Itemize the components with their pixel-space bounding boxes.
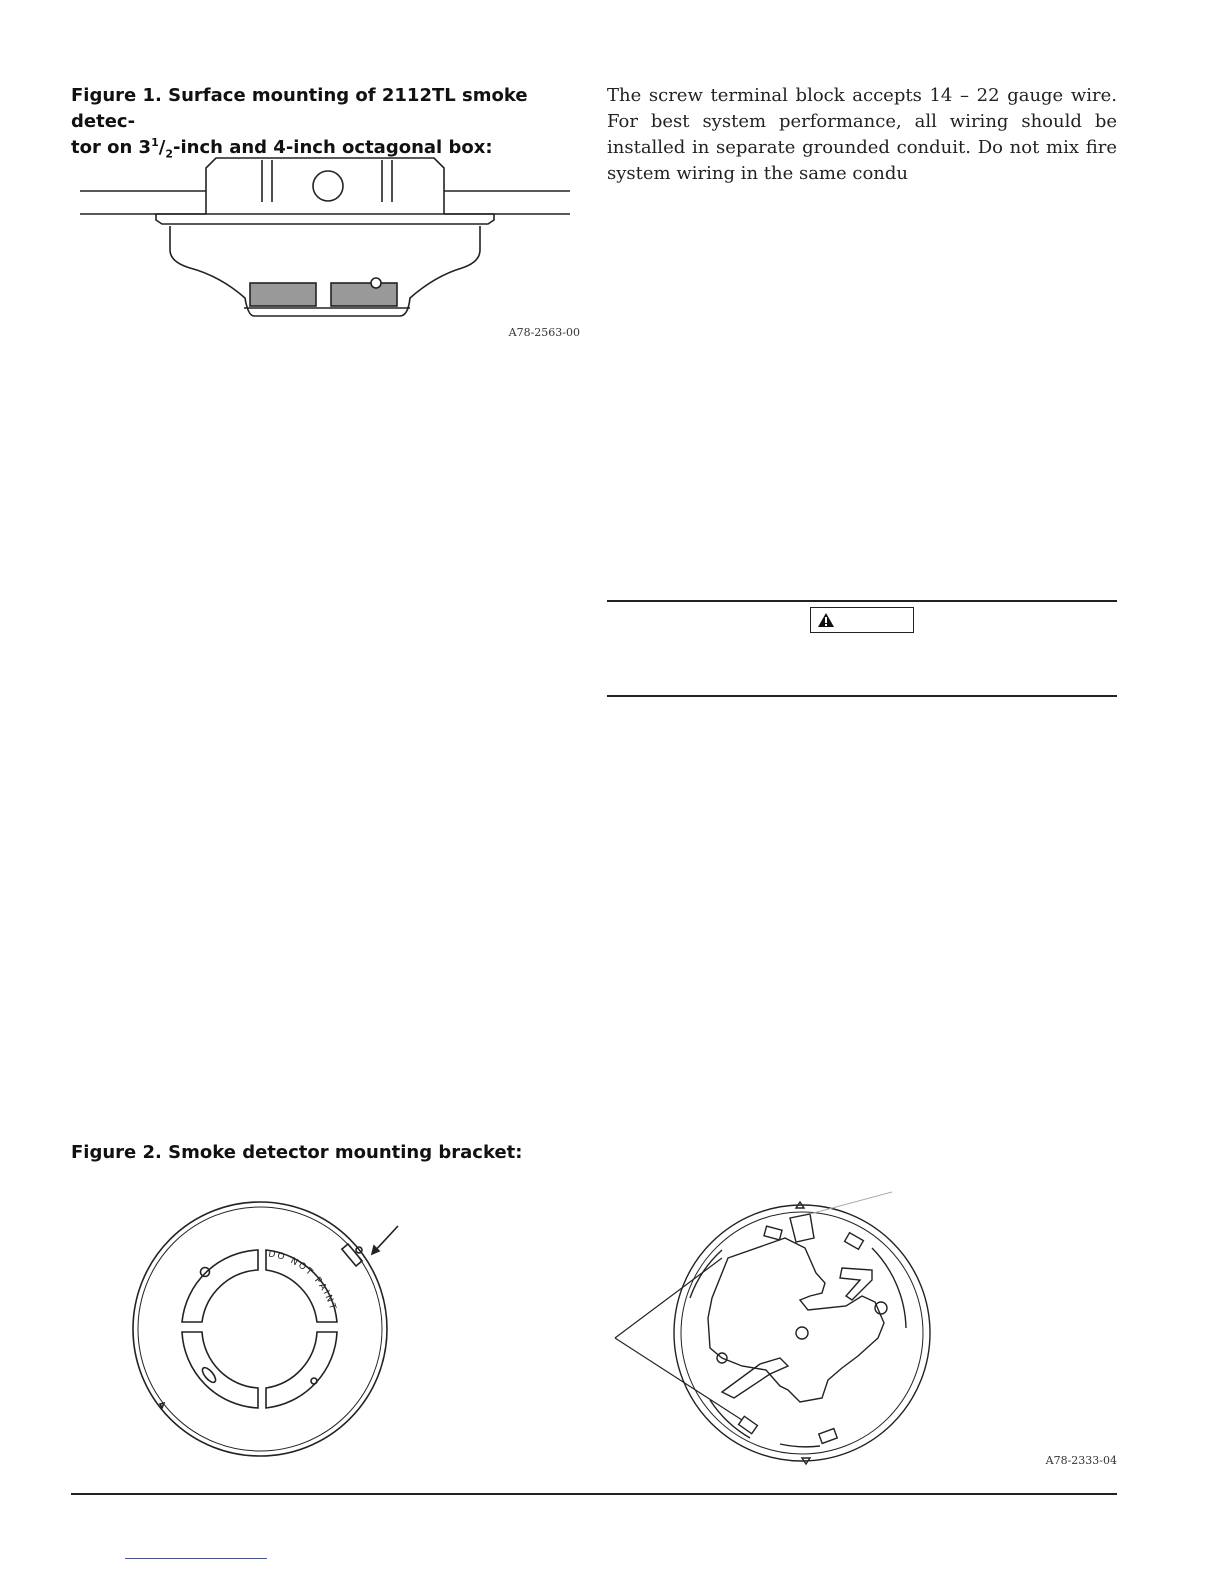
bracket-inner-ring: [138, 1207, 382, 1451]
bracket-front-drawing: [120, 1190, 420, 1470]
octagonal-box: [206, 158, 444, 214]
bracket-slot-bottom-left: [182, 1332, 258, 1408]
detector-led: [371, 278, 381, 288]
caption-slash: /: [158, 137, 166, 158]
detector-vent-right: [331, 283, 397, 306]
caution-rule-bottom: [607, 695, 1117, 697]
terminal-block: [845, 1233, 864, 1250]
terminal-block: [819, 1429, 837, 1444]
bracket-slot-diagonal: [722, 1358, 788, 1398]
caption-text-end: -inch and 4-inch octagonal box:: [172, 137, 493, 158]
bracket-edge-arc: [780, 1444, 820, 1447]
figure-1-code: A78-2563-00: [508, 326, 580, 339]
callout-line-lower: [615, 1338, 742, 1420]
bracket-outer-ring: [133, 1202, 387, 1456]
caption-subscript: 2: [165, 147, 173, 161]
figure-1-caption-line-1: Figure 1. Surface mounting of 2112TL smoke detec-: [71, 85, 528, 132]
bracket-center-plate: [708, 1238, 884, 1402]
bracket-center-hole: [796, 1327, 808, 1339]
detector-vent-left: [250, 283, 316, 306]
do-not-paint-label: [267, 1249, 337, 1312]
bracket-top-tab: [790, 1214, 814, 1242]
bracket-back-inner-ring: [681, 1212, 923, 1454]
figure-2-caption: Figure 2. Smoke detector mounting bracket:: [71, 1142, 523, 1163]
knockout-hole: [313, 171, 343, 201]
bracket-small-hole: [311, 1378, 317, 1384]
mounting-plate: [156, 214, 494, 224]
callout-line-faint: [810, 1192, 892, 1214]
warning-triangle-icon: [817, 612, 835, 628]
terminal-block: [764, 1226, 782, 1240]
caution-rule-top: [607, 600, 1117, 602]
bracket-back-hole: [875, 1302, 887, 1314]
caption-superscript: 1: [151, 136, 159, 149]
bracket-edge-arc: [710, 1400, 750, 1438]
bracket-back-drawing: [610, 1188, 910, 1468]
figure-2-code: A78-2333-04: [1045, 1454, 1117, 1467]
bracket-slot-top-left: [182, 1250, 258, 1322]
bracket-edge-arc: [872, 1248, 906, 1328]
caution-label-box: [810, 607, 914, 633]
bracket-screw-hole: [201, 1268, 210, 1277]
bracket-back-outer-ring: [674, 1205, 930, 1461]
bracket-slot-v: [840, 1268, 872, 1300]
callout-line-upper: [615, 1258, 722, 1338]
page-bottom-rule: [71, 1493, 1117, 1495]
detector-body: [170, 226, 480, 316]
wiring-paragraph: The screw terminal block accepts 14 – 22 gauge wire. For best system performance, all wiring should be installed in separate grounded conduit. Do not mix fire system wiring in the same condu: [607, 85, 1117, 184]
footer-link-underline: [125, 1558, 267, 1559]
bracket-edge-arc: [690, 1250, 722, 1298]
caption-text: tor on 3: [71, 137, 152, 158]
do-not-paint-text: DO NOT PAINT: [267, 1249, 338, 1313]
bracket-slot-bottom-right: [266, 1332, 337, 1408]
